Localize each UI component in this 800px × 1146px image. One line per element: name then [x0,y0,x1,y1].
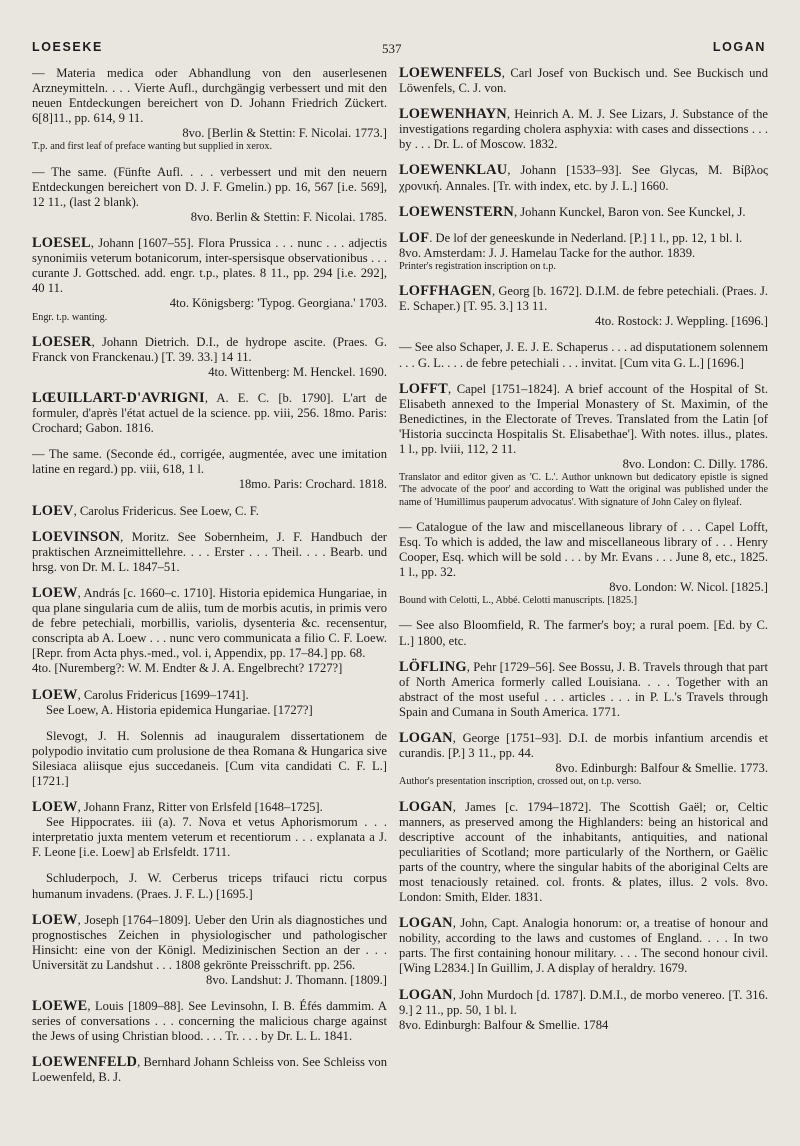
catalogue-entry [32,391,387,436]
entry-imprint: See Hippocrates. iii (a). 7. Nova et vetus Aphorismorum . . . interpretatio juxta mentem veterum et recentiorum . . . explanata a J. F. Leone [i.e. Loew] ab Erlsfeldt. 1711. [32,815,387,860]
entry-headword: LOEVINSON [32,528,121,545]
catalogue-entry [32,999,387,1044]
catalogue-entry [399,618,768,648]
catalogue-entry [399,205,768,220]
entry-imprint: 8vo. Landshut: J. Thomann. [1809.] [206,973,387,987]
entry-headword: LOGAN [399,986,453,1003]
entry-text: LOEWENKLAU, Johann [1533–93]. See Glycas, M. Βίβλος χρονική. Annales. [Tr. with index, etc. by J. L.] 1660. [399,162,768,193]
catalogue-entry [32,335,387,380]
entry-text: LOGAN, James [c. 1794–1872]. The Scottish Gaël; or, Celtic manners, as preserved among the Highlanders: being an historical and descriptive account of the inhabitants, antiquities, and national peculiarities of Scotland; more particularly of the Northern, or Gaëlic parts of the country, where the singular habits of the aboriginal Celts are most tenaciously retained. col. fronts. & plates, illus. 2 vols. 8vo. London: Smith, Elder. 1831. [399,798,768,905]
entry-text: LOFFT, Capel [1751–1824]. A brief account of the Hospital of St. Elisabeth annexed to the Imperial Monastery of St. Maximin, of the Benedictines, in the Electorate of Treves. Translated from the Latin [of 'Historia succincta Hospitalis St. Elisabethae']. With notes. illus., plates. 1 l., pp. lviii, 112, 2 11. [399,380,768,456]
entry-headword: LOF [399,229,430,246]
entry-text: LOEW, Carolus Fridericus [1699–1741]. [32,686,249,703]
entry-headword: LOEW [32,584,78,601]
catalogue-entry [399,340,768,370]
header-right-catchword: LOGAN [712,40,766,54]
entry-text: — The same. (Fünfte Aufl. . . . verbessert und mit den neuern Entdeckungen bereichert von D. J. F. Gmelin.) pp. 16, 567 [i.e. 569], 12 11., (last 2 blank). [32,164,387,209]
catalogue-entry [32,871,387,901]
entry-headword: LOEWENFELD [32,1054,138,1071]
catalogue-entry [399,231,768,273]
entry-headword: LOFFHAGEN [399,283,492,300]
entry-headword: LOGAN [399,798,453,815]
entry-text: LOEW, András [c. 1660–c. 1710]. Historia epidemica Hungariae, in qua plane singularia cum de aliis, tum de morbis acutis, in primis vero de febre petechiali, morbillis, variolis, dysenteria &c. recensentur, conscripta ab A. Loew . . . nunc vero communicata a filio C. F. Loew. [Repr. from Acta phys.-med., vol. i, Appendix, pp. 17–84.] pp. 68. [32,584,387,661]
entry-imprint: 8vo. London: W. Nicol. [1825.] [609,580,768,595]
left-column [32,66,387,1097]
entry-text: LOEV, Carolus Fridericus. See Loew, C. F. [32,502,259,519]
catalogue-entry [32,236,387,324]
catalogue-entry [399,916,768,976]
entry-text: — See also Schaper, J. E. J. E. Schaperus . . . ad disputationem solennem . . . G. L. . . . de febre petechiali . . . invitat. [Cum vita G. L.] [1696.] [399,340,768,370]
entry-text: LOF. De lof der geneeskunde in Nederland. [P.] 1 l., pp. 12, 1 bl. l. [399,229,743,246]
entry-headword: LOEWE [32,998,88,1015]
entry-text: LOEW, Joseph [1764–1809]. Ueber den Urin als diagnostiches und prognostisches Zeichen in physiologischer und pathologischer Hinsicht: eine von der Königl. Medizinischen Section an der . . . Universität zu Landshut . . . 1808 gekrönte Preisschrift. pp. 256. [32,911,387,972]
entry-note: Printer's registration inscription on t.p. [399,260,556,272]
entry-imprint: 8vo. Amsterdam: J. J. Hamelau Tacke for the author. 1839. [399,245,696,260]
entry-imprint: 8vo. Berlin & Stettin: F. Nicolai. 1785. [190,209,387,224]
entry-text: LOEWENFELD, Bernhard Johann Schleiss von. See Schleiss von Loewenfeld, B. J. [32,1054,387,1085]
entry-note: Translator and editor given as 'C. L.'. Author unknown but dedicatory epistle is signed 'The advocate of the poor' and according to Watt the original was published under the name of 'Humillimus pauperum advocatus'. With signature of John Caley on flyleaf. [399,472,768,508]
entry-headword: LOEWENFELS [399,65,502,81]
catalogue-entry [32,447,387,492]
catalogue-entry [399,988,768,1033]
page-number: 537 [382,41,402,56]
entry-headword: LOGAN [399,730,453,747]
entry-imprint: 4to. Königsberg: 'Typog. Georgiana.' 1703. [169,296,387,311]
catalogue-entry [32,530,387,575]
catalogue-entry [399,66,768,96]
entry-text: — Catalogue of the law and miscellaneous library of . . . Capel Lofft, Esq. To which is added, the law and miscellaneous library of . . . Henry Cooper, Esq. which will be sold . . . by Mr. Evans . . . June 8, etc., 1825. 1 l., pp. 32. [399,519,768,580]
entry-headword: LŒUILLART-D'AVRIGNI [32,390,205,406]
entry-text: LOGAN, George [1751–93]. D.I. de morbis infantium arcendis et curandis. [P.] 3 11., pp. 44. [399,730,768,761]
right-column [399,66,768,1044]
entry-text: LŒUILLART-D'AVRIGNI, A. E. C. [b. 1790]. L'art de formuler, d'après l'état actuel de la science. pp. viii, 256. 18mo. Paris: Crochard; Gabon. 1816. [32,390,387,436]
catalogue-entry [399,660,768,720]
catalogue-entry [32,66,387,154]
entry-headword: LOESER [32,333,92,350]
catalogue-entry [399,731,768,788]
entry-headword: LÖFLING [399,658,467,675]
entry-text: LOEWENHAYN, Heinrich A. M. J. See Lizars, J. Substance of the investigations regarding cholera asphyxia: with cases and dissections . . . by . . . Dr. L. of Moscow. 1832. [399,106,768,152]
entry-imprint: See Loew, A. Historia epidemica Hungariae. [1727?] [46,702,313,717]
catalogue-entry [32,913,387,988]
entry-headword: LOEWENHAYN [399,106,507,123]
catalogue-entry [399,520,768,608]
entry-text: LOEWE, Louis [1809–88]. See Levinsohn, I. B. Éfés dammim. A series of conversations . . . concerning the malicious charge against the Jews of using Christian blood. . . . Tr. . . . by Dr. L. L. 1841. [32,998,387,1044]
entry-text: LOEVINSON, Moritz. See Sobernheim, J. F. Handbuch der praktischen Arzneimittellehre. . . . Erster . . . Theil. . . . Bearb. und hrsg. von Dr. M. L. 1847–51. [32,528,387,574]
entry-headword: LOGAN [399,915,453,932]
entry-imprint: 8vo. Edinburgh: Balfour & Smellie. 1784 [399,1017,609,1032]
entry-imprint: 4to. [Nuremberg?: W. M. Endter & J. A. Engelbrecht? 1727?] [32,661,343,676]
catalogue-entry [32,504,387,519]
entry-imprint: 4to. Wittenberg: M. Henckel. 1690. [208,364,387,379]
entry-headword: LOEW [32,686,78,703]
entry-text: LOESEL, Johann [1607–55]. Flora Prussica . . . nunc . . . adjectis synonimiis veterum botanicorum, inter-spersisque observationibus . . . curante J. Gottsched. add. engr. t.p., plates. 8 11., pp. 294 [i.e. 292], 40 11. [32,235,387,296]
entry-imprint: 8vo. [Berlin & Stettin: F. Nicolai. 1773.] [182,126,387,141]
catalogue-entry [32,729,387,789]
catalogue-entry [399,382,768,509]
entry-text: — See also Bloomfield, R. The farmer's boy; a rural poem. [Ed. by C. L.] 1800, etc. [399,618,768,648]
entry-text: LOGAN, John, Capt. Analogia honorum: or, a treatise of honour and nobility, according to the laws and customes of England. . . . In two parts. The first containing honour military. . . . The second honour civil. [Wing L2834.] In Guillim, J. A display of heraldry. 1679. [399,915,768,976]
catalogue-entry [32,1055,387,1085]
catalogue-entry [32,586,387,677]
entry-text: — Materia medica oder Abhandlung von den auserlesenen Arzneymitteln. . . . Vierte Aufl., durchgängig verbessert und mit den neuen Entdeckungen bereichert von D. Johann Friedrich Zückert. 6[8]11., pp. 614, 9 11. [32,66,387,126]
catalogue-entry [32,800,387,860]
entry-text: LÖFLING, Pehr [1729–56]. See Bossu, J. B. Travels through that part of North America formerly called Louisiana. . . . Together with an abstract of the most useful . . . articles . . . in P. L.'s Travels through Spain and Cumana in South America. 1771. [399,658,768,719]
entry-text: LOEWENFELS, Carl Josef von Buckisch und. See Buckisch und Löwenfels, C. J. von. [399,65,768,96]
entry-text: LOESER, Johann Dietrich. D.I., de hydrope ascite. (Praes. G. Franck von Franckenau.) [T. 39. 33.] 14 11. [32,333,387,364]
catalogue-entry [399,163,768,193]
entry-note: Engr. t.p. wanting. [32,311,108,323]
catalogue-entry [32,165,387,225]
entry-text: LOEW, Johann Franz, Ritter von Erlsfeld [1648–1725]. [32,799,323,816]
entry-headword: LOEV [32,502,74,519]
entry-headword: LOEWENSTERN [399,203,514,220]
entry-headword: LOEW [32,911,78,928]
entry-imprint: 18mo. Paris: Crochard. 1818. [238,477,387,492]
entry-text: LOEWENSTERN, Johann Kunckel, Baron von. See Kunckel, J. [399,203,746,220]
catalogue-entry [32,688,387,718]
running-header [32,40,766,60]
catalogue-entry [399,800,768,906]
entry-text: Schluderpoch, J. W. Cerberus triceps trifauci rictu corpus humanum invadens. (Praes. J. F. L.) [1695.] [32,871,387,901]
entry-text: LOFFHAGEN, Georg [b. 1672]. D.I.M. de febre petechiali. (Praes. J. E. Schaper.) [T. 95. 3.] 13 11. [399,283,768,314]
entry-note: T.p. and first leaf of preface wanting but supplied in xerox. [32,141,272,153]
entry-text: LOGAN, John Murdoch [d. 1787]. D.M.I., de morbo venereo. [T. 316. 9.] 2 11., pp. 50, 1 bl. l. [399,986,768,1017]
catalogue-entry [399,284,768,329]
entry-headword: LOFFT [399,380,448,397]
entry-headword: LOESEL [32,235,91,252]
entry-imprint: 4to. Rostock: J. Weppling. [1696.] [595,314,768,329]
catalogue-entry [399,107,768,152]
entry-note: Bound with Celotti, L., Abbé. Celotti manuscripts. [1825.] [399,595,637,607]
entry-text: Slevogt, J. H. Solennis ad inauguralem dissertationem de polypodio invitatio cum prolusione de thea Romana & Hungarica sive Silesiaca aliisque ejus succedaneis. [Cum vita candidati C. F. L.] [1721.] [32,728,387,788]
entry-headword: LOEW [32,799,78,816]
header-left-catchword: LOESEKE [32,40,103,54]
entry-text: — The same. (Seconde éd., corrigée, augmentée, avec une imitation latine en regard.) pp. viii, 618, 1 l. [32,447,387,477]
entry-imprint: 8vo. London: C. Dilly. 1786. [622,457,768,472]
entry-note: Author's presentation inscription, crossed out, on t.p. verso. [399,776,642,788]
entry-headword: LOEWENKLAU [399,162,508,179]
entry-imprint: 8vo. Edinburgh: Balfour & Smellie. 1773. [555,761,768,776]
